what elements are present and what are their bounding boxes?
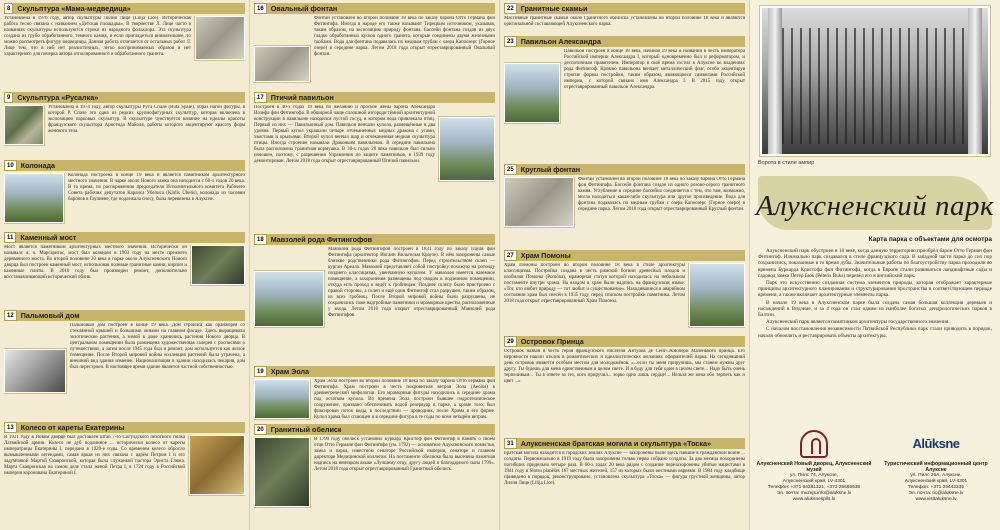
- section-temple-of-pomona: [504, 250, 745, 334]
- section-title: Храм Помоны: [520, 251, 571, 260]
- photo: [195, 16, 245, 60]
- intro-text: [758, 248, 992, 340]
- section-number: 20: [254, 424, 267, 435]
- photo-caption: Ворота в стиле ампир: [758, 160, 815, 166]
- section-number: 13: [4, 422, 17, 433]
- photo: [189, 435, 245, 495]
- empire-gate-photo: [760, 6, 990, 156]
- photo: [439, 117, 495, 181]
- section-title: Скульптура «Русалка»: [17, 93, 99, 102]
- section-oval-fountain: [254, 3, 495, 89]
- section-text: В 1799 году обелиск установил Буркард Кристоф фон Фитингоф в память о своём отце Отто Германе фон Фитингофе (ум. 1792) — основателе Алуксненского поместья, замка и парка, известном сенаторе Российской империи, сенаторе и главном директоре Медицинской коллегии. На постаменте обелиска была высечена памятная надпись на немецком языке «Лучшему отцу, другу людей и благодарного сына 1799». Летом 2018 года открыт отреставрированный Гранитный обелиск.: [314, 437, 495, 472]
- section-text: В 1921 году в Новом дворце был доставлен штаб 7-го Сигулдского пехотного полка Латвийской армии. Колесо не дуб подлинное ... исторически колесо от кареты императрицы Екатерины I, передано в 1920-е годы. Со временем колесо обросло вымышленными легендами, самая яркая из них связана с царём Петром I и его задумчивой Мартой Скавронской, которая была служанкой пастора Эрнста Глюка. Марта Скавронская на самом деле стала женой Петра I, в 1724 году в Российской империи коронована Екатериной I.: [4, 435, 185, 476]
- section-mausoleum: [254, 234, 495, 364]
- section-header: [4, 92, 245, 103]
- section-header: [504, 336, 745, 347]
- intro-paragraph: Парк это искусственно созданная система элементов природы, которая отображает характерные принципы архитектурного планирования и структурирования пространства в соответствующем периоде времени, а также включает архитектурные элементы парка.: [758, 280, 992, 299]
- section-mermaid: [4, 92, 245, 158]
- photo: [504, 177, 574, 227]
- section-number: 23: [504, 36, 517, 47]
- section-text: Колонада построена в конце 19 века и является памятником архитектурного местного значения. В парке около Нового замка она находится с 60-х годов 20 века. В то время, по распоряжению председателя Исполнительного комитета Рабочего Совета рабочих депутатов Карлиса Убелиса (Kārlis Ūbelis), колонада из часовни баронов в Гаулиене, где подлежала сносу, была перевезена в Алуксне.: [68, 173, 245, 202]
- intro-paragraph: Алуксненский парк является памятником архитектуры государственного значения.: [766, 319, 950, 326]
- section-number: 27: [504, 250, 517, 261]
- column-2: [250, 0, 500, 530]
- photo: [504, 63, 560, 123]
- section-title: Каменный мост: [20, 233, 77, 242]
- photo: [254, 379, 310, 419]
- section-text: Храм Эола построен во второй половине 18 века по заказу барона Отто Германа фон Фитингофа. Храм построен в честь покровителя ветров Эола (Aeolus) в древнегреческой мифологии. Его мраморные фигуры находились в середине храма под остатком купола. Во времена Эола построен бывшее гидротехническое сооружение, призвано обеспечивать водой резервуар в парке, а кроме того, был фиксирован поток воды, в последствии — проводник, после Храма в его форме. Купол храма был сплющен и в середине фигура в те годы по всем четырём ветрам.: [314, 379, 495, 420]
- section-text: Храм Помоны построен во второй половине 18 века в стиле архитектуры классицизма. Постройка создана в честь римской богини древесных плодов и изобилия Помоны (Pomōna), мраморная статуя которой находилась на небольшом постаменте внутри храма. На входом в храм были надпись на французском языке: «Тот, кто любит природу — тот любит и существование». Находившиеся в аварийном состоянии храм был снесён в 1935 году, перед списком постройки памятника. Летом 2018 года открыт отреставрированный Храм Помоны.: [504, 263, 685, 304]
- column-3: [500, 0, 750, 530]
- column-1: [0, 0, 250, 530]
- section-text: Установлена в 1974 году, автор скульптуры Рута Спале (Ruta Spale), образ нагой фигуры, в которой Р. Спале это одна из редких крупнофигурных скульптур, которая включена в экспозицию парковых скульптур. В скульптуре чувствуется влияние на идеалы красоты французского скульптора Аристида Майоля, работы которого акцентируют красоту форм женского тела.: [48, 105, 245, 134]
- contact-museum: [754, 430, 874, 503]
- park-title: Алуксненский парк: [755, 190, 995, 222]
- section-title: Мавзолей рода Фитингофов: [270, 235, 373, 244]
- section-header: [254, 3, 495, 14]
- section-text: Массивные гранитные скамьи около Гранитного обелиска установлены во второй половине 18 века и являются оригинальной составляющей Алуксненского парка.: [504, 16, 745, 27]
- section-header: [254, 234, 495, 245]
- section-brothers-grave: [504, 438, 745, 528]
- contact-website: www.visitaluksne.lv: [915, 497, 957, 502]
- section-title: Круглый фонтан: [520, 165, 581, 174]
- section-header: [4, 310, 245, 321]
- section-text: Мавзолей рода Фитингофов построен в 1831 году по заказу Пауля фон Фитингофа (архитектор Иоганн Вильгельм Краузе). В нём захоронены самые близкие родственники рода Фитингофов. Перед строительством склеп — курган Ареала. Мавзолей представляет собой постройку похожую на ротонду позднего классицизма, увенчанную куполом. У мавзолея имеется наземное помещение, а захоронения размещены под сводом в подземном помещении, откуда есть проход и ведёт к гробницам. Позднее склепу было пристроено с правой стороны, а склеп и ещё один Фитингоф стал разрушен, таким образом, из всех гробниц. После Второй мировой войны были разрушены, не сохранились таже надгробные памятники и мраморные кресты, расположенные у входа. Летом 2018 года открыт отреставрированный Мавзолей рода Фитингофов.: [328, 247, 495, 318]
- section-title: Колесо от кареты Екатерины: [20, 423, 125, 432]
- section-title: Колонада: [20, 161, 56, 170]
- section-number: 29: [504, 336, 517, 347]
- section-text: Установлена в 1976 году, автор скульптуры Лилия Лице (Lilija Lice). Историческая работа тесно связана с названием «Детская площадка». В творчестве Л. Лице часто в названиях скульптуры используются строки из народного фольклора. Эта скульптура создана из грубо обработанного, темного камня, и если приглядеться внимательнее, то можно рассмотреть фигуру медведицы. Данная работа отличается от остальных работ Л. Лице тем, что в ней нет реалистичных, легко воспринимаемых образов и нет характерного для почерка автора отполированного и обработанного гранита.: [4, 16, 191, 57]
- cover-panel: [750, 0, 1000, 530]
- museum-logo-icon: [800, 430, 828, 458]
- section-title: Храм Эола: [270, 367, 310, 376]
- section-granite-benches: [504, 3, 745, 33]
- photo: [4, 173, 64, 223]
- section-number: 19: [254, 366, 267, 377]
- section-text: Мост является памятником архитектурных местного значения. Исторически он называлс я, ч. Маргаритас, мост был возведен в 1903 году на месте прежнего деревянного моста. Во второй половине 20 века в парке около Алуксненского Нового дворца был построен каменный мост, использовав полевые гранитные камни, кирпич и каменные плиты. В 2010 году был произведен ремонт, дополнительно восстанавливающий исторический облик.: [4, 245, 187, 280]
- section-round-fountain: [504, 164, 745, 248]
- gate-post-left: [768, 8, 782, 154]
- contact-line: Алуксненский край, LV-4301: [904, 479, 968, 484]
- section-text: Пальмовый дом построен в конце 19 века. Дом строился как оранжерея со стеклянной крышей и большими окнами на главном фасаде. Здесь выращивали экзотические растения, а зимой в доме хранились растения Нового дворца. В центральном помещении была размещена художественная галерея с росписями о путешествиях, а затем после 1945 года был и ремонт, дом используется как жилое помещение. После Второй мировой войны коллекция растений была утрачена, а внешний вид здания изменен. Национализация в здании находилась пекарня, дом был перестроен. В настоящее время здание является частной собственностью.: [70, 323, 245, 370]
- contact-name: Туристический информационный центр Алуксне: [884, 461, 988, 473]
- section-header: [254, 366, 495, 377]
- section-temple-of-aeolus: [254, 366, 495, 422]
- section-alexander-pavilion: [504, 36, 745, 162]
- section-number: 9: [4, 92, 13, 103]
- contact-line: ул. Пилс 74, Алуксне,: [789, 473, 838, 478]
- section-title: Павильон Александра: [520, 37, 601, 46]
- section-title: Пальмовый дом: [20, 311, 80, 320]
- section-title: Птичий павильон: [270, 93, 334, 102]
- section-number: 22: [504, 3, 517, 14]
- photo: [191, 245, 245, 285]
- contact-tourism-center: [876, 430, 996, 503]
- section-title: Гранитные скамьи: [520, 4, 588, 13]
- section-header: [254, 424, 495, 435]
- section-number: 25: [504, 164, 517, 175]
- section-mama-bear: [4, 3, 245, 89]
- section-colonnade: [4, 160, 245, 230]
- section-title: Овальный фонтан: [270, 4, 338, 13]
- aluksne-logo: Alūksne: [912, 436, 960, 451]
- section-number: 31: [504, 438, 517, 449]
- intro-paragraph: В начале 19 века в Алуксненском парке была создана самая большая коллекция деревьев и насаждений в Видземе, и за 4 года он стал одним из наиболее богатых дендрологических парков в Балтии.: [758, 299, 992, 319]
- section-number: 16: [254, 3, 267, 14]
- gate-post-right: [968, 8, 982, 154]
- section-header: [4, 160, 245, 171]
- intro-paragraph: Алуксненский парк обустроен в 18 веке, когда данную территорию приобрёл барон Отто Герман фон Фитингоф. Изначально парк создавался в стиле французского сада. В западной части парка до сих пор сохранились, показанные в то время дубы. Значительные работы по благоустройству парка проходили во времена Буркарда Кристофа фон Фитингофа, когда в Европе стали развиваться ландшафтные сады и садовод замка Петер Бюк (Pēteris Buks) перевёл его в английский парк.: [758, 248, 992, 279]
- section-header: [4, 232, 245, 243]
- photo: [689, 263, 745, 327]
- section-header: [504, 250, 745, 261]
- section-bird-pavilion: [254, 92, 495, 232]
- section-header: [4, 422, 245, 433]
- contacts: [750, 430, 1000, 530]
- photo: [4, 105, 44, 145]
- section-title: Алуксненская братская могила и скульптура «Тоска»: [520, 439, 711, 448]
- section-header: [504, 3, 745, 14]
- section-header: [4, 3, 245, 14]
- section-text: Построен в 40-х годах 19 века по желанию и просьбе жены барона Александра Иозефа фон Фитингофа. В обширной чаще сплошной изгороди тёмной архитектурной конструкции в павильоне находился пустой сосуд, в котором вода привлекала птиц. Первый из них — Павильонный дом. Павильон венчали купола, размещённые в два уровня. Первый купол украшали четыре отчеканенных медных дракона с усами, хвостами и крыльями. Второй купол венчал шар и отчеканенная медная скульптура птицы. Иногда строение называли Драконьим павильоном. В середине павильона была расположена гранитная кормушка. В 30-х годах 20 века павильон был сильно изношен, поэтому, с разрешения Управления по защите памятников, в 1939 году демонтирован. Летом 2018 года открыт отреставрированный Птичий павильон.: [254, 105, 435, 164]
- section-text: Павильон построен в конце 18 века, начиная 19 века в названии в честь императора Российской империи Александра I, который одновременно был и реформатором, и деспотичным правителем. Император в своё время гостил в Алуксне во владениях рода Фитингоф. Кровлю павильона венчает металлический флаг, особо акцентируя строгие формы постройки, таким образом, являющиеся символами Российской империи, с которой связано имя Александра I. В 2015 году открыт отреставрированный павильон Александра.: [564, 49, 745, 90]
- section-header: [504, 36, 745, 47]
- section-granite-obelisk: [254, 424, 495, 528]
- section-text: Фонтан установлен во второй половине 18 века по заказу барона Отто Германа фон Фитингофа. Иногда в народе его также называют Тирецким источником, указывая, таким образом, на экспозицию природу фонтана. Бассейн фонтана создан из двух гладко обработанных кусков одного гранита, которые соединены двумя железными скобами. Вода для фонтана подавалась по медным трубам с озера Капоозерс (Горное озеро) в середине парка. Летом 2018 года открыт отреставрированный Овальный фонтан.: [314, 16, 495, 57]
- gate-bars: [782, 28, 968, 144]
- section-header: [504, 164, 745, 175]
- photo: [254, 271, 324, 327]
- section-palm-house: [4, 310, 245, 420]
- section-header: [254, 92, 495, 103]
- photo: [254, 46, 310, 82]
- section-number: 10: [4, 160, 17, 171]
- contact-line: Алуксненский край, LV-4301: [782, 479, 846, 484]
- contact-email: Эл. почта: tic@aluksne.lv: [908, 491, 964, 496]
- photo: [4, 349, 66, 393]
- section-number: 8: [4, 3, 13, 14]
- contact-email: Эл. почта: muzejs.info@aluksne.lv: [776, 491, 852, 496]
- section-text: Фонтан установлен во второй половине 18 века по заказу барона Отто Германа фон Фитингофа. Бассейн фонтана создан из одного розово-серого гранитного камня. Углубление в середине бассейна соединяется с тем, что там, возможно, могла находиться какая-либо скульптура или другое произведение. Вода для фонтана подавалась по медным трубам с озера Капоозерс (Горное озеро) в середине парка. Летом 2018 года открыт отреставрированный Круглый фонтан.: [578, 177, 745, 212]
- section-title: Скульптура «Мама-медведица»: [17, 4, 131, 13]
- section-number: 17: [254, 92, 267, 103]
- contact-phone: Телефон: +371 25442235: [907, 485, 965, 490]
- section-text: Братская могила находится в городских землях Алуксне — захоронены были здесь павшие в гражданской войне ... солдаты. Первоначально в 1919 году были захоронены только перво собрано солдаты. За два месяца похоронены погибших придельно четыре раза. В 60-х годах 20 века рядом с создание перезахоронены убитые нацистами в 1941 году в Slotsu planēšes 167 местных жителей, 157 из которых были местными евреями. В 1984 году кладбище приведено в порядок, реконструировано, установлена скульптура «Тоска» — фигура грустной женщины, автор Лилия Лице (Lilija Lice).: [504, 451, 745, 486]
- intro-paragraph: С началом восстановления независимости Латвийской Республики парк стали приводить в порядок, начали обновлять и реставрировать объекты архитектуры.: [758, 326, 992, 339]
- section-carriage-wheel: [4, 422, 245, 528]
- photo: [254, 437, 310, 507]
- section-number: 11: [4, 232, 16, 243]
- section-title: Гранитный обелиск: [270, 425, 342, 434]
- section-header: [504, 438, 745, 449]
- contact-name: Алуксненский Новый дворец, Алуксненский музей: [756, 461, 872, 473]
- contact-website: www.aluksnespils.lv: [792, 497, 836, 502]
- section-title: Островок Принца: [520, 337, 584, 346]
- section-prince-islet: [504, 336, 745, 436]
- section-number: 18: [254, 234, 267, 245]
- contact-phone: Телефон: +371 64381321; +371 25665538: [767, 485, 861, 490]
- section-number: 12: [4, 310, 17, 321]
- section-stone-bridge: [4, 232, 245, 308]
- section-text: Островок назван в честь героя французского писателя Антуана де Сент-Экзюпери Маленького принца. Его неровности нашли отклик в романтических и идеалистических желаниях оформителей парка. На сегодняшний день островок является особым местом для молодожёнов. «...если ты меня приручишь, мы станем нужны друг другу. Ты будешь для меня единственным в целом свете. И я буду для тебя один в целом свете... Надо быть очень терпеливым... Ты в ответе за тех, кого приручил... зорко одно лишь сердце!... Нельзя же меча обо терпеть как и цвет ...»: [504, 349, 745, 384]
- contact-line: ул. Пилс 25А, Алуксне,: [910, 473, 962, 478]
- map-subtitle: Карта парка с объектами для осмотра: [868, 236, 992, 243]
